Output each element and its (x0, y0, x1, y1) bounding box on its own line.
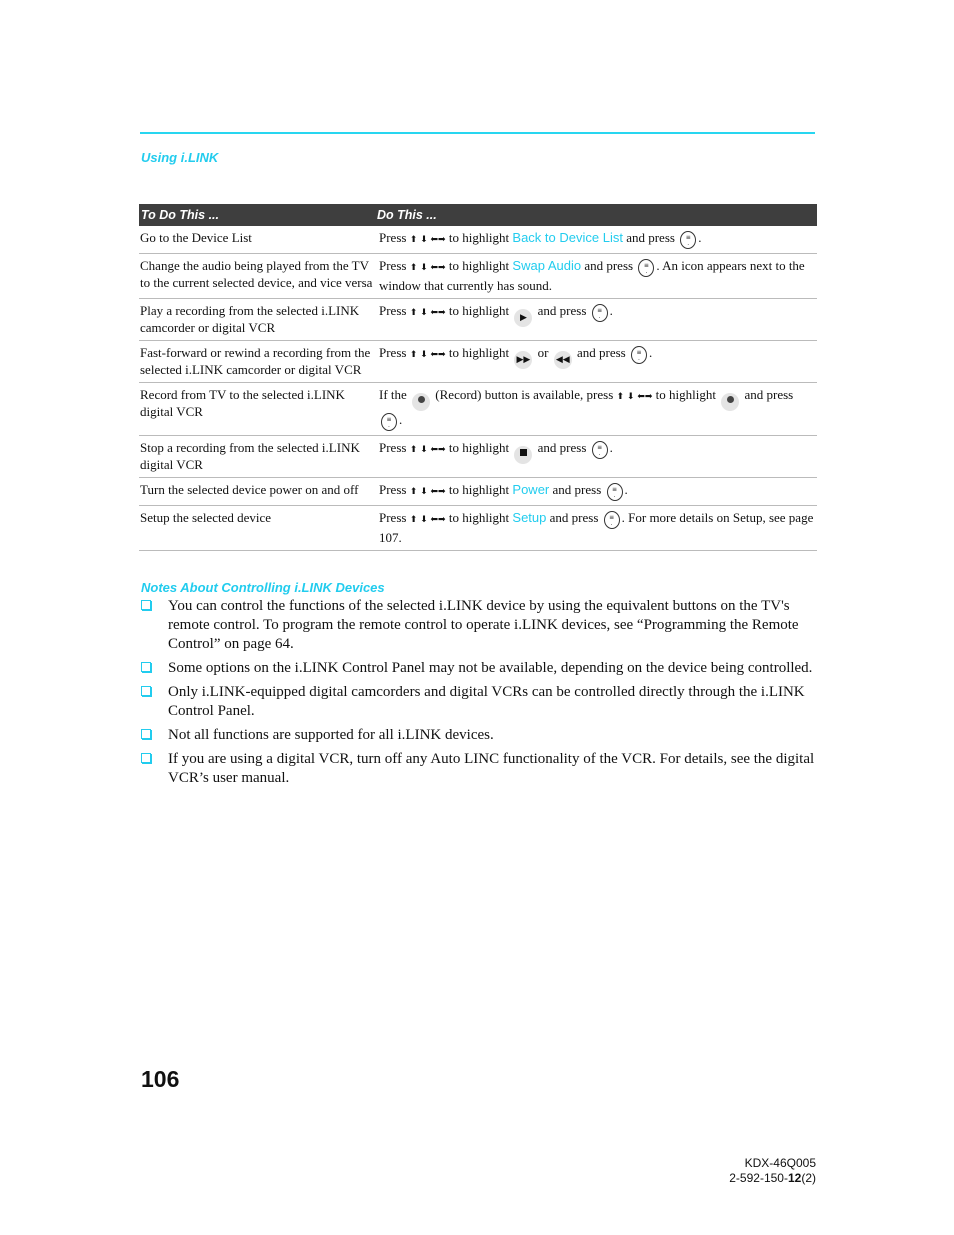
arrow-keys-icon: ⬆ ⬇ ⬅➡ (616, 392, 653, 402)
enter-button-icon: ≡ · (631, 346, 647, 364)
row-instruction (376, 299, 817, 341)
row-action: Setup the selected device (139, 506, 376, 551)
instruction-text: Press (379, 258, 407, 273)
instruction-text: . (624, 482, 628, 497)
table-row (139, 226, 817, 254)
arrow-keys-icon: ⬆ ⬇ ⬅➡ (409, 235, 446, 245)
header-col-2: Do This ... (377, 207, 437, 222)
stop-icon (514, 446, 532, 464)
enter-button-icon: ≡ · (604, 511, 620, 529)
list-item (141, 597, 816, 654)
instruction-text: (Record) button is available, press (435, 387, 614, 402)
table-header-row (139, 204, 817, 226)
instruction-text: to highlight (448, 230, 510, 245)
instruction-text: . (609, 440, 613, 455)
highlight-label: Setup (512, 510, 547, 525)
note-text: You can control the functions of the selected i.LINK device by using the equivalent buttons on the TV's remote control. To program the remote control to operate i.LINK devices, see “Programming the Remote Control” on page 64. (168, 598, 799, 652)
instruction-text: to highlight (448, 345, 510, 360)
document-id (729, 1156, 816, 1186)
note-text: If you are using a digital VCR, turn off any Auto LINC functionality of the VCR. For details, see the digital VCR’s user manual. (168, 751, 815, 786)
instruction-text: to highlight (448, 303, 510, 318)
row-instruction (376, 383, 817, 436)
checkbox-bullet-icon (141, 662, 151, 672)
checkbox-bullet-icon (141, 686, 151, 696)
row-action: Change the audio being played from the TV to the current selected device, and vice versa (139, 254, 376, 299)
note-text: Only i.LINK-equipped digital camcorders and digital VCRs can be controlled directly through the i.LINK Control Panel. (168, 684, 805, 719)
table-row (139, 299, 817, 341)
row-action: Record from TV to the selected i.LINK digital VCR (139, 383, 376, 436)
instruction-text: . (698, 230, 702, 245)
row-action: Go to the Device List (139, 226, 376, 254)
instruction-text: Press (379, 440, 407, 455)
checkbox-bullet-icon (141, 729, 151, 739)
highlight-label: Power (512, 482, 550, 497)
enter-button-icon: ≡ · (592, 441, 608, 459)
list-item (141, 659, 816, 678)
part-suffix: (2) (801, 1171, 816, 1185)
instruction-text: to highlight (448, 510, 510, 525)
part-bold: 12 (787, 1171, 802, 1185)
row-action: Play a recording from the selected i.LINK camcorder or digital VCR (139, 299, 376, 341)
instruction-text: Press (379, 510, 407, 525)
list-item (141, 683, 816, 721)
arrow-keys-icon: ⬆ ⬇ ⬅➡ (409, 487, 446, 497)
table-row (139, 506, 817, 551)
arrow-keys-icon: ⬆ ⬇ ⬅➡ (409, 308, 446, 318)
instruction-text: and press (584, 258, 634, 273)
record-icon (721, 393, 739, 411)
highlight-label: Swap Audio (512, 258, 582, 273)
row-instruction (376, 506, 817, 551)
instruction-text: to highlight (448, 482, 510, 497)
instruction-text: to highlight (655, 387, 716, 402)
instruction-text: and press (626, 230, 675, 245)
header-col-1: To Do This ... (141, 207, 220, 222)
fast-forward-icon: ▶▶ (514, 351, 532, 369)
instruction-text: and press (549, 510, 599, 525)
instruction-text: to highlight (448, 440, 510, 455)
top-rule (140, 132, 815, 134)
instruction-text: . (649, 345, 653, 360)
checkbox-bullet-icon (141, 753, 151, 763)
instruction-text: Press (379, 303, 407, 318)
arrow-keys-icon: ⬆ ⬇ ⬅➡ (409, 350, 446, 360)
row-instruction (376, 341, 817, 383)
instruction-text: . (609, 303, 613, 318)
instruction-text: . (399, 412, 403, 427)
arrow-keys-icon: ⬆ ⬇ ⬅➡ (409, 515, 446, 525)
table-row (139, 254, 817, 299)
row-instruction (376, 436, 817, 478)
checkbox-bullet-icon (141, 600, 151, 610)
arrow-keys-icon: ⬆ ⬇ ⬅➡ (409, 445, 446, 455)
row-instruction (376, 478, 817, 506)
notes-list (141, 597, 816, 793)
instruction-text: and press (577, 345, 626, 360)
note-text: Some options on the i.LINK Control Panel may not be available, depending on the device being controlled. (168, 660, 813, 676)
arrow-keys-icon: ⬆ ⬇ ⬅➡ (409, 263, 446, 273)
row-instruction (376, 254, 817, 299)
table-row (139, 436, 817, 478)
rewind-icon: ◀◀ (554, 351, 572, 369)
table-header (139, 204, 817, 226)
instruction-text: Press (379, 230, 407, 245)
instruction-text: or (537, 345, 549, 360)
model-number: KDX-46Q005 (744, 1156, 816, 1170)
section-title: Using i.LINK (141, 150, 219, 165)
list-item (141, 726, 816, 745)
record-icon (412, 393, 430, 411)
instruction-text: . An icon appears next to the window that currently has sound. (379, 258, 805, 293)
note-text: Not all functions are supported for all i.LINK devices. (168, 727, 494, 743)
instruction-text: Press (379, 482, 407, 497)
table-row (139, 341, 817, 383)
control-table (139, 204, 817, 551)
play-icon: ▶ (514, 309, 532, 327)
part-prefix: 2-592-150- (729, 1171, 788, 1185)
row-action: Stop a recording from the selected i.LINK digital VCR (139, 436, 376, 478)
row-instruction (376, 226, 817, 254)
instruction-text: Press (379, 345, 407, 360)
enter-button-icon: ≡ · (607, 483, 623, 501)
instruction-text: If the (379, 387, 407, 402)
page-number: 106 (141, 1066, 180, 1092)
instruction-text: and press (552, 482, 602, 497)
enter-button-icon: ≡ · (638, 259, 654, 277)
part-number (729, 1171, 816, 1186)
row-action: Turn the selected device power on and off (139, 478, 376, 506)
instruction-text: . For more details on Setup, see page 107. (379, 510, 814, 545)
instruction-text: and press (537, 440, 587, 455)
instruction-text: and press (744, 387, 794, 402)
enter-button-icon: ≡ · (680, 231, 696, 249)
notes-title: Notes About Controlling i.LINK Devices (141, 580, 385, 595)
enter-button-icon: ≡ · (381, 413, 397, 431)
instruction-text: to highlight (448, 258, 510, 273)
instruction-text: and press (537, 303, 587, 318)
row-action: Fast-forward or rewind a recording from the selected i.LINK camcorder or digital VCR (139, 341, 376, 383)
highlight-label: Back to Device List (512, 230, 623, 245)
table-row (139, 478, 817, 506)
enter-button-icon: ≡ · (592, 304, 608, 322)
table-row (139, 383, 817, 436)
list-item (141, 750, 816, 788)
